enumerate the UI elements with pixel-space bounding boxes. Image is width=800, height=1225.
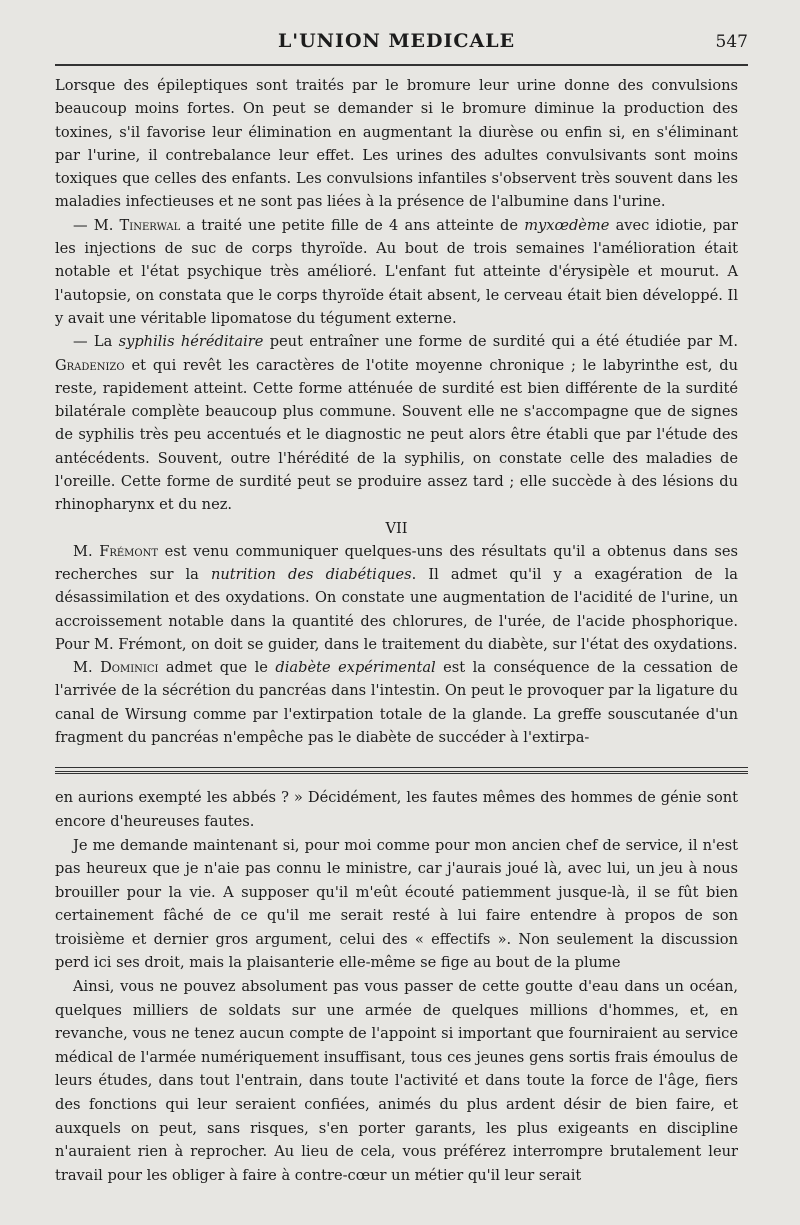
paragraph-epileptics: Lorsque des épileptiques sont traités par le bromure leur urine donne des convulsions beaucoup moins fortes. On peut se demander si le bromure diminue la production des toxines, s'il favorise leur élimination en augmentant la diurèse ou enfin si, en s'éliminant par l'urine, il contrebalance leur effet. Les urines des adultes convulsivants sont moins toxiques que celles des enfants. Les convulsions infantiles s'observent très souvent dans les maladies infectieuses et ne sont pas liées à la présence de l'albumine dans l'urine. <box>55 77 738 211</box>
feuilleton-separator <box>55 767 748 774</box>
feuilleton-paragraph: Ainsi, vous ne pouvez absolument pas vous passer de cette goutte d'eau dans un océan, quelques milliers de soldats sur une armée de quelques millions d'hommes, et, en revanche, vous ne tenez aucun compte de l'appoint si important que fourniraient au service médical de l'armée numériquement insuffisant, tous ces jeunes gens sortis frais émoulus de leurs études, dans tout l'entrain, dans toute l'activité et dans toute la force de l'âge, fiers des fonctions qui leur seraient confiées, animés du plus ardent désir de bien faire, et auxquels on peut, sans risques, s'en porter garants, les plus exigeants en discipline n'auraient rien à reprocher. Au lieu de cela, vous préférez interrompre brutalement leur travail pour les obliger à faire à contre-cœur un métier qu'il leur serait <box>55 978 738 1184</box>
author-name: Tinerwal <box>119 216 181 234</box>
paragraph-dominici: M. Dominici admet que le diabète expérimental est la conséquence de la cessation de l'arrivée de la sécrétion du pancréas dans l'intestin. On peut le provoquer par la ligature du canal de Wirsung comme par l'extirpation totale de la glande. La greffe souscutanée d'un fragment du pancréas n'empêche pas le diabète de succéder à l'extirpa- <box>55 659 738 747</box>
paragraph-fremont: M. Frémont est venu communiquer quelques-uns des résultats qu'il a obtenus dans ses recherches sur la nutrition des diabétiques. Il admet qu'il y a exagération de la désassimilation et des oxydations. On constate une augmentation de l'acidité de l'urine, un accroissement notable dans la quantité des chlorures, de l'urée, de l'acide phosphorique. Pour M. Frémont, on doit se guider, dans le traitement du diabète, sur l'état des oxydations. <box>55 542 738 653</box>
feuilleton-paragraph: en aurions exempté les abbés ? » Décidément, les fautes mêmes des hommes de génie sont encore d'heureuses fautes. <box>55 789 738 830</box>
author-name: Frémont <box>99 542 159 560</box>
paragraph-syphilis: — La syphilis héréditaire peut entraîner une forme de surdité qui a été étudiée par M. Gradenizo et qui revêt les caractères de l'otite moyenne chronique ; le labyrinthe est, du reste, rapidement atteint. Cette forme atténuée de surdité est bien différente de la surdité bilatérale complète beaucoup plus commune. Souvent elle ne s'accompagne que de signes de syphilis très peu accentués et le diagnostic ne peut alors être établi que par l'étude des antécédents. Souvent, outre l'hérédité de la syphilis, on constate celle des maladies de l'oreille. Cette forme de surdité peut se produire assez tard ; elle succède à des lésions du rhinopharynx et du nez. <box>55 333 739 514</box>
author-name: Gradenizo <box>55 356 125 374</box>
feuilleton-paragraph: Je me demande maintenant si, pour moi comme pour mon ancien chef de service, il n'est pas heureux que je n'aie pas connu le ministre, car j'aurais joué là, avec lui, un jeu à nous brouiller pour la vie. A supposer qu'il m'eût écouté patiemment jusque-là, il se fût bien certainement fâché de ce qu'il me serait resté à lui faire entendre à propos de son troisième et dernier gros argument, celui des « effectifs ». Non seulement la discussion perd ici ses droit, mais la plaisanterie elle-même se fige au bout de la plume <box>55 836 738 972</box>
author-name: Dominici <box>100 659 159 677</box>
main-article <box>55 74 738 749</box>
page-number: 547 <box>715 32 748 52</box>
feuilleton-section <box>55 786 738 1187</box>
running-title: L'UNION MEDICALE <box>277 30 516 52</box>
page-header <box>55 0 748 58</box>
section-number: VII <box>385 519 408 537</box>
paragraph-myxoedema: — M. Tinerwal a traité une petite fille de 4 ans atteinte de myxœdème avec idiotie, par les injections de suc de corps thyroïde. Au bout de trois semaines l'amélioration était notable et l'état psychique très amélioré. L'enfant fut atteinte d'érysipèle et mourut. A l'autopsie, on constata que le corps thyroïde était absent, le cerveau était bien développé. Il y avait une véritable lipomatose du tégument externe. <box>55 216 738 327</box>
header-rule <box>55 64 748 66</box>
